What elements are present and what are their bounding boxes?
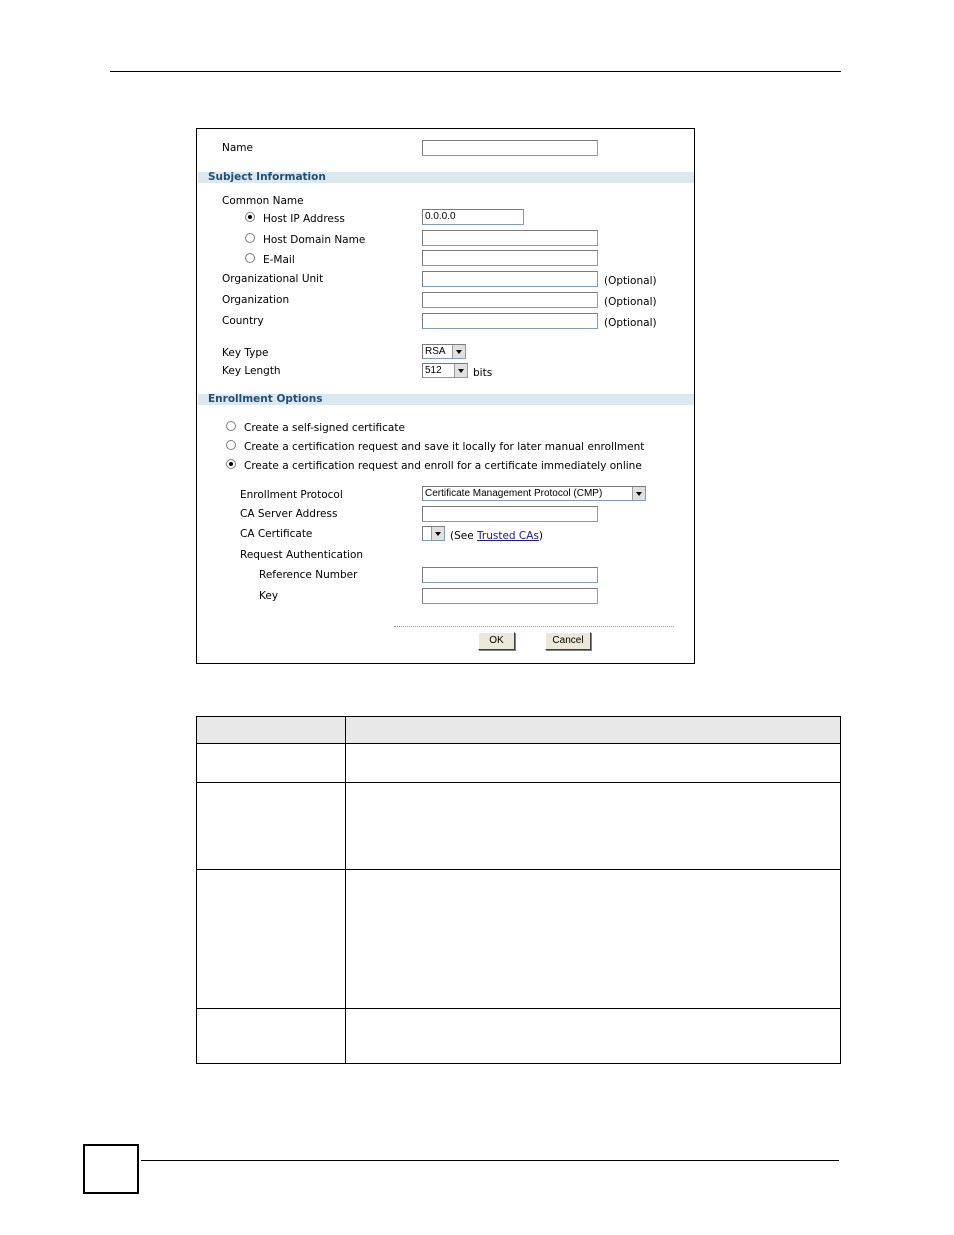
enrollment-options-title: Enrollment Options — [208, 393, 323, 405]
key-input[interactable] — [422, 588, 598, 604]
host-domain-input[interactable] — [422, 230, 598, 246]
subject-information-header — [198, 172, 694, 183]
see-trusted-cas — [450, 530, 543, 543]
enrollment-protocol-label: Enrollment Protocol — [240, 489, 343, 501]
name-label: Name — [222, 142, 253, 154]
org-unit-input[interactable] — [422, 271, 598, 287]
table-cell — [346, 744, 841, 783]
field-description-table — [196, 716, 841, 1064]
table-row — [197, 870, 841, 1009]
table-row — [197, 744, 841, 783]
table-cell — [197, 1009, 346, 1064]
table-header-row — [197, 717, 841, 744]
create-certificate-panel — [196, 128, 695, 664]
subject-information-title: Subject Information — [208, 171, 326, 183]
host-domain-radio[interactable] — [245, 233, 255, 243]
table-row — [197, 1009, 841, 1064]
key-length-label: Key Length — [222, 365, 281, 377]
self-signed-radio[interactable] — [226, 421, 236, 431]
enrollment-options-header — [198, 394, 694, 405]
chevron-down-icon — [632, 487, 645, 500]
cancel-button[interactable]: Cancel — [545, 632, 591, 650]
chevron-down-icon — [452, 345, 465, 358]
trusted-cas-link[interactable]: Trusted CAs — [477, 530, 539, 542]
name-input[interactable] — [422, 140, 598, 156]
org-unit-label: Organizational Unit — [222, 273, 324, 285]
footer-rule — [141, 1160, 839, 1161]
country-optional: (Optional) — [604, 317, 657, 329]
ca-server-label: CA Server Address — [240, 508, 338, 520]
country-label: Country — [222, 315, 264, 327]
header-rule — [110, 71, 841, 72]
reference-number-label: Reference Number — [259, 569, 358, 581]
table-cell — [197, 744, 346, 783]
bits-label: bits — [473, 367, 493, 379]
table-cell — [346, 783, 841, 870]
key-length-select[interactable] — [422, 363, 468, 378]
self-signed-label: Create a self-signed certificate — [244, 422, 405, 434]
organization-input[interactable] — [422, 292, 598, 308]
host-ip-radio[interactable] — [245, 212, 255, 222]
email-input[interactable] — [422, 250, 598, 266]
common-name-label: Common Name — [222, 195, 304, 207]
country-input[interactable] — [422, 313, 598, 329]
enrollment-protocol-select[interactable] — [422, 486, 646, 501]
save-locally-label: Create a certification request and save it locally for later manual enrollment — [244, 441, 645, 453]
host-ip-input[interactable]: 0.0.0.0 — [422, 209, 524, 225]
chevron-down-icon — [454, 364, 467, 377]
table-cell — [197, 870, 346, 1009]
table-cell — [197, 783, 346, 870]
page-number-box — [83, 1144, 139, 1194]
ca-certificate-select[interactable] — [422, 526, 445, 541]
key-type-select[interactable] — [422, 344, 466, 359]
host-ip-label: Host IP Address — [263, 213, 345, 225]
save-locally-radio[interactable] — [226, 440, 236, 450]
enroll-online-radio[interactable] — [226, 459, 236, 469]
organization-optional: (Optional) — [604, 296, 657, 308]
table-cell — [346, 870, 841, 1009]
host-domain-label: Host Domain Name — [263, 234, 366, 246]
button-separator — [394, 626, 674, 627]
ca-server-input[interactable] — [422, 506, 598, 522]
reference-number-input[interactable] — [422, 567, 598, 583]
ca-certificate-label: CA Certificate — [240, 528, 313, 540]
ok-button[interactable]: OK — [478, 632, 515, 650]
request-auth-label: Request Authentication — [240, 549, 364, 561]
chevron-down-icon — [431, 527, 444, 540]
key-type-value: RSA — [425, 346, 446, 357]
close-paren: ) — [538, 530, 544, 542]
org-unit-optional: (Optional) — [604, 275, 657, 287]
email-label: E-Mail — [263, 254, 295, 266]
key-length-value: 512 — [425, 365, 442, 376]
email-radio[interactable] — [245, 253, 255, 263]
enrollment-protocol-value: Certificate Management Protocol (CMP) — [425, 488, 603, 499]
see-text: (See — [450, 530, 474, 542]
key-type-label: Key Type — [222, 347, 269, 359]
organization-label: Organization — [222, 294, 290, 306]
table-cell — [346, 1009, 841, 1064]
table-header-cell — [197, 717, 346, 744]
key-label: Key — [259, 590, 279, 602]
table-header-cell — [346, 717, 841, 744]
enroll-online-label: Create a certification request and enroll for a certificate immediately online — [244, 460, 642, 472]
table-row — [197, 783, 841, 870]
